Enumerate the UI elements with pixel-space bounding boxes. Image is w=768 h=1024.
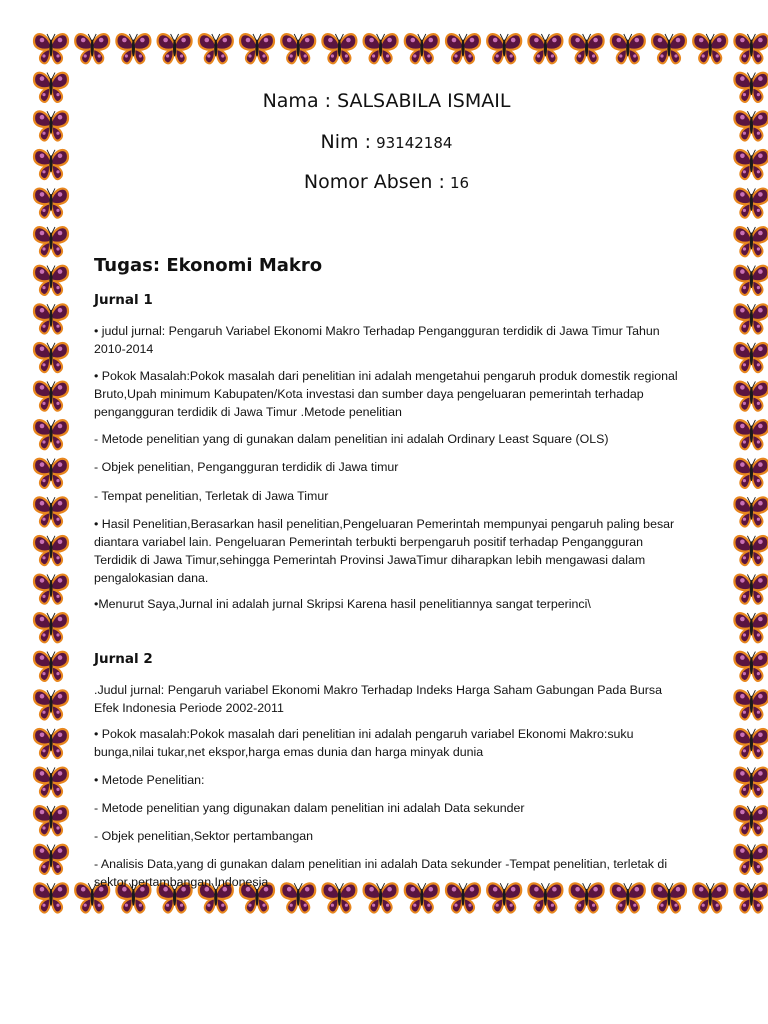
jurnal-1-result: • Hasil Penelitian,Berasarkan hasil penelitian,Pengeluaran Pemerintah mempunyai pengaruh paling besar diantara variabel lain. Pengeluaran Pemerintah terbukti berpengaruh positif terhadap Pengangguran Terdidik di Jawa Timur,sehingga Pemerintah Provinsi JawaTimur diharapkan lebih mengawasi dalam pengalokasian dana. — [94, 517, 675, 585]
jurnal-1-opinion: •Menurut Saya,Jurnal ini adalah jurnal Skripsi Karena hasil penelitiannya sangat terperinci\ — [94, 597, 591, 611]
butterfly-icon — [734, 613, 768, 642]
jurnal-2-method-heading: • Metode Penelitian: — [94, 773, 205, 787]
butterfly-icon — [734, 111, 768, 140]
butterfly-icon — [734, 767, 768, 796]
butterfly-icon — [446, 34, 480, 63]
jurnal-2-object: - Objek penelitian,Sektor pertambangan — [94, 829, 314, 843]
butterfly-icon — [158, 34, 192, 63]
jurnal-1-heading: Jurnal 1 — [94, 292, 153, 308]
butterfly-icon — [34, 497, 68, 526]
butterfly-icon — [734, 188, 768, 217]
butterfly-icon — [34, 613, 68, 642]
jurnal-1-object: - Objek penelitian, Pengangguran terdidik di Jawa timur — [94, 460, 399, 474]
butterfly-icon — [734, 883, 768, 912]
butterfly-icon — [34, 150, 68, 179]
butterfly-icon — [34, 227, 68, 256]
butterfly-icon — [652, 34, 686, 63]
butterfly-icon — [34, 652, 68, 681]
butterfly-icon — [34, 188, 68, 217]
jurnal-1-method: - Metode penelitian yang di gunakan dalam penelitian ini adalah Ordinary Least Square (OLS) — [94, 432, 609, 446]
butterfly-icon — [693, 883, 727, 912]
nim-line — [94, 131, 679, 153]
butterfly-icon — [405, 34, 439, 63]
butterfly-icon — [734, 690, 768, 719]
butterfly-icon — [34, 73, 68, 102]
butterfly-icon — [34, 767, 68, 796]
butterfly-icon — [34, 34, 68, 63]
butterfly-icon — [734, 381, 768, 410]
butterfly-icon — [34, 111, 68, 140]
jurnal-2-heading: Jurnal 2 — [94, 651, 153, 667]
butterfly-icon — [34, 381, 68, 410]
butterfly-icon — [734, 806, 768, 835]
jurnal-2-title: .Judul jurnal: Pengaruh variabel Ekonomi Makro Terhadap Indeks Harga Saham Gabungan Pada Bursa Efek Indonesia Periode 2002-2011 — [94, 683, 663, 715]
butterfly-icon — [734, 34, 768, 63]
butterfly-icon — [34, 536, 68, 565]
butterfly-icon — [34, 883, 68, 912]
butterfly-icon — [734, 729, 768, 758]
jurnal-2-method: - Metode penelitian yang digunakan dalam penelitian ini adalah Data sekunder — [94, 801, 525, 815]
absen-label: Nomor Absen : — [303, 171, 445, 193]
butterfly-icon — [734, 343, 768, 372]
butterfly-icon — [734, 420, 768, 449]
butterfly-icon — [487, 34, 521, 63]
butterfly-icon — [75, 34, 109, 63]
butterfly-icon — [734, 150, 768, 179]
butterfly-icon — [116, 34, 150, 63]
butterfly-icon — [734, 845, 768, 874]
butterfly-icon — [693, 34, 727, 63]
absen-line — [94, 171, 679, 193]
butterfly-icon — [34, 806, 68, 835]
butterfly-icon — [240, 34, 274, 63]
butterfly-icon — [34, 459, 68, 488]
butterfly-icon — [734, 73, 768, 102]
butterfly-icon — [611, 34, 645, 63]
butterfly-icon — [34, 574, 68, 603]
butterfly-icon — [34, 690, 68, 719]
name-label: Nama : SALSABILA ISMAIL — [262, 90, 511, 112]
butterfly-icon — [281, 34, 315, 63]
butterfly-icon — [734, 304, 768, 333]
butterfly-icon — [734, 266, 768, 295]
butterfly-icon — [364, 34, 398, 63]
butterfly-icon — [322, 34, 356, 63]
butterfly-icon — [528, 34, 562, 63]
butterfly-icon — [734, 574, 768, 603]
butterfly-icon — [199, 34, 233, 63]
butterfly-icon — [734, 497, 768, 526]
assignment-title: Tugas: Ekonomi Makro — [94, 255, 323, 276]
jurnal-2-problem: • Pokok masalah:Pokok masalah dari penelitian ini adalah pengaruh variabel Ekonomi Makro:suku bunga,nilai tukar,net ekspor,harga emas dunia dan harga minyak dunia — [94, 727, 634, 759]
jurnal-1-problem: • Pokok Masalah:Pokok masalah dari penelitian ini adalah mengetahui pengaruh produk domestik regional Bruto,Upah minimum Kabupaten/Kota investasi dan sumber daya pengeluaran pemerintah terhadap pengangguran terdidik di Jawa Timur .Metode penelitian — [94, 369, 678, 419]
butterfly-icon — [570, 34, 604, 63]
butterfly-icon — [734, 536, 768, 565]
butterfly-icon — [734, 227, 768, 256]
butterfly-icon — [34, 845, 68, 874]
butterfly-icon — [34, 420, 68, 449]
nim-label: Nim : — [320, 131, 371, 153]
jurnal-2-analysis: - Analisis Data,yang di gunakan dalam penelitian ini adalah Data sekunder -Tempat penelitian, terletak di sektor pertambangan Indonesia — [94, 857, 668, 889]
nim-value: 93142184 — [376, 134, 453, 152]
jurnal-1-title: • judul jurnal: Pengaruh Variabel Ekonomi Makro Terhadap Pengangguran terdidik di Jawa Timur Tahun 2010-2014 — [94, 324, 660, 356]
butterfly-icon — [734, 459, 768, 488]
jurnal-1-place: - Tempat penelitian, Terletak di Jawa Timur — [94, 489, 329, 503]
butterfly-icon — [34, 304, 68, 333]
butterfly-icon — [34, 343, 68, 372]
butterfly-icon — [34, 266, 68, 295]
butterfly-icon — [34, 729, 68, 758]
butterfly-icon — [734, 652, 768, 681]
name-line — [94, 90, 679, 112]
absen-value: 16 — [449, 174, 470, 192]
